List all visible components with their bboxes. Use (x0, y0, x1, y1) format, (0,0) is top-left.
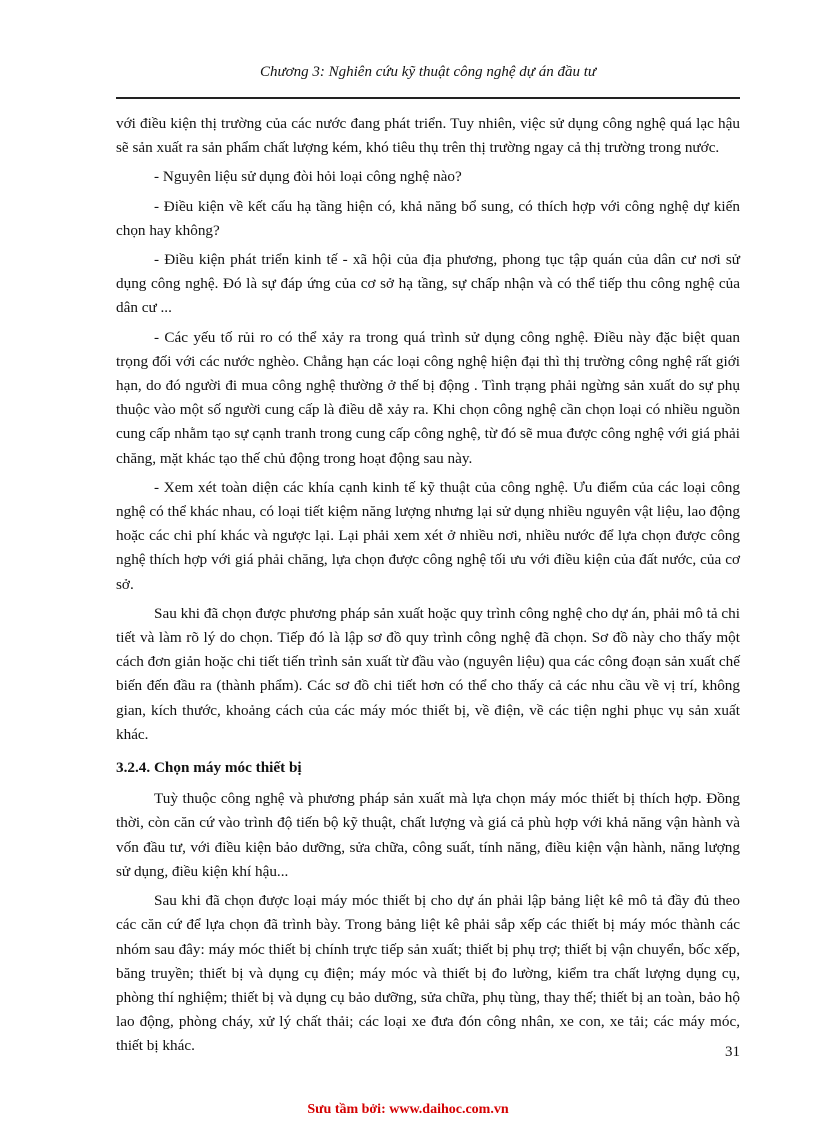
paragraph: với điều kiện thị trường của các nước đang phát triển. Tuy nhiên, việc sử dụng công nghệ quá lạc hậu sẽ sản xuất ra sản phẩm chất lượng kém, khó tiêu thụ trên thị trường ngay cả thị trường trong nước. (116, 115, 740, 157)
footer-label: Sưu tầm bởi: (307, 1102, 390, 1117)
page-body (116, 112, 740, 1064)
paragraph: - Xem xét toàn diện các khía cạnh kinh tế kỹ thuật của công nghệ. Ưu điểm của các loại công nghệ có thể khác nhau, có loại tiết kiệm năng lượng nhưng lại sử dụng nhiều nguyên vật liệu, lao động hoặc các chi phí khác và ngược lại. Lại phải xem xét ở nhiều nơi, nhiều nước để lựa chọn được công nghệ thích hợp với giá phải chăng, lựa chọn được công nghệ tối ưu với điều kiện của đất nước, của cơ sở. (116, 478, 740, 593)
paragraph: - Nguyên liệu sử dụng đòi hỏi loại công nghệ nào? (154, 168, 462, 186)
paragraph: - Điều kiện phát triển kinh tế - xã hội của địa phương, phong tục tập quán của dân cư nơi sử dụng công nghệ. Đó là sự đáp ứng của cơ sở hạ tầng, sự chấp nhận và có thể tiếp thu công nghệ của dân cư ... (116, 251, 740, 317)
paragraph: - Điều kiện về kết cấu hạ tầng hiện có, khả năng bổ sung, có thích hợp với công nghệ dự kiến chọn hay không? (116, 197, 740, 239)
header-rule (116, 97, 740, 99)
paragraph: Sau khi đã chọn được phương pháp sản xuất hoặc quy trình công nghệ cho dự án, phải mô tả chi tiết và làm rõ lý do chọn. Tiếp đó là lập sơ đồ quy trình công nghệ đã chọn. Sơ đồ này cho thấy một cách đơn giản hoặc chi tiết tiến trình sản xuất từ đầu vào (nguyên liệu) qua các công đoạn sản xuất chế biến đến đầu ra (thành phẩm). Các sơ đồ chi tiết hơn có thể cho thấy cả các nhu cầu về vị trí, không gian, kích thước, khoảng cách của các máy móc thiết bị, về điện, về các tiện nghi phục vụ sản xuất khác. (116, 604, 740, 743)
section-heading: 3.2.4. Chọn máy móc thiết bị (116, 759, 302, 777)
page-number: 31 (725, 1044, 740, 1060)
page-header: Chương 3: Nghiên cứu kỹ thuật công nghệ dự án đầu tư (259, 64, 597, 80)
footer-site-link[interactable]: www.daihoc.com.vn (389, 1102, 509, 1117)
paragraph: Sau khi đã chọn được loại máy móc thiết bị cho dự án phải lập bảng liệt kê mô tả đầy đủ theo các căn cứ để lựa chọn đã trình bày. Trong bảng liệt kê phải sắp xếp các thiết bị máy móc thành các nhóm sau đây: máy móc thiết bị chính trực tiếp sản xuất; thiết bị phụ trợ; thiết bị vận chuyển, bốc xếp, băng truyền; thiết bị và dụng cụ điện; máy móc và thiết bị đo lường, kiểm tra chất lượng dụng cụ, phòng thí nghiệm; thiết bị và dụng cụ bảo dưỡng, sửa chữa, phụ tùng, thay thế; thiết bị an toàn, bảo hộ lao động, phòng cháy, xử lý chất thải; các loại xe đưa đón công nhân, xe con, xe tải; các máy móc, thiết bị khác. (116, 892, 740, 1055)
footer (0, 1102, 816, 1118)
paragraph: Tuỳ thuộc công nghệ và phương pháp sản xuất mà lựa chọn máy móc thiết bị thích hợp. Đồng thời, còn căn cứ vào trình độ tiến bộ kỹ thuật, chất lượng và giá cả phù hợp với khả năng vận hành và vốn đầu tư, với điều kiện bảo dưỡng, sửa chữa, công suất, tính năng, điều kiện vận hành, năng lượng sử dụng, điều kiện khí hậu... (116, 790, 740, 880)
paragraph: - Các yếu tố rủi ro có thể xảy ra trong quá trình sử dụng công nghệ. Điều này đặc biệt quan trọng đối với các nước nghèo. Chẳng hạn các loại công nghệ hiện đại thì thị trường công nghệ rất giới hạn, do đó người đi mua công nghệ thường ở thế bị động . Tình trạng phải ngừng sản xuất do sự phụ thuộc vào một số người cung cấp là điều dễ xảy ra. Khi chọn công nghệ cần chọn loại có nhiều nguồn cung cấp nhằm tạo sự cạnh tranh trong cung cấp công nghệ, từ đó sẽ mua được công nghệ với giá phải chăng, mặt khác tạo thế chủ động trong hoạt động sau này. (116, 328, 740, 467)
